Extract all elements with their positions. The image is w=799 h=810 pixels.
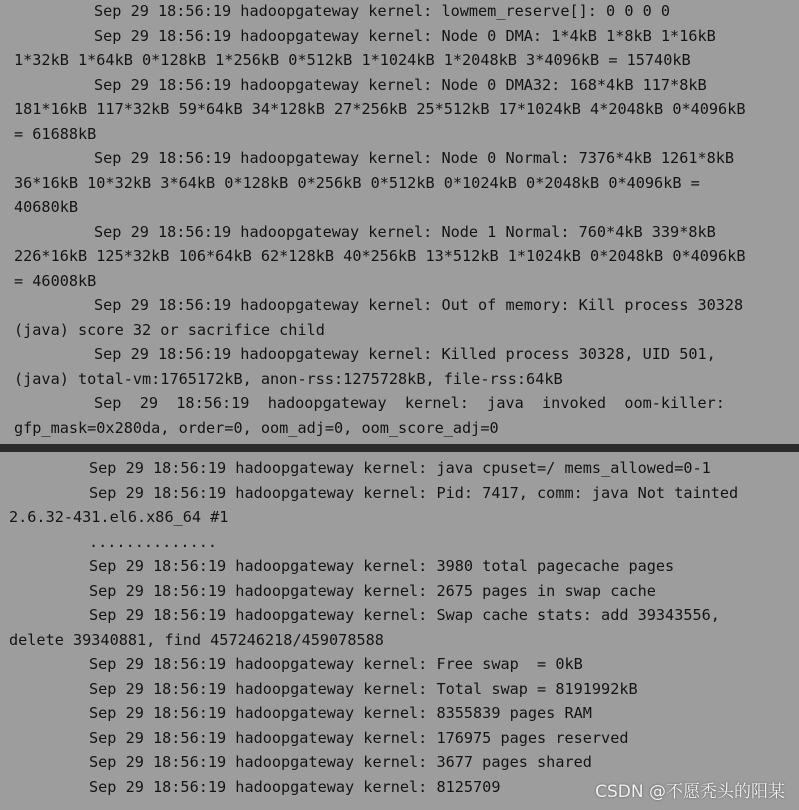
log-line: Sep 29 18:56:19 hadoopgateway kernel: 176975 pages reserved [89,728,629,747]
log-line: 1*32kB 1*64kB 0*128kB 1*256kB 0*512kB 1*1024kB 1*2048kB 3*4096kB = 15740kB [14,51,691,69]
log-line: Sep 29 18:56:19 hadoopgateway kernel: 8355839 pages RAM [89,704,592,722]
log-line: = 46008kB [14,271,97,290]
log-line: = 61688kB [14,124,97,143]
log-line: Sep 29 18:56:19 hadoopgateway kernel: Node 0 Normal: 7376*4kB 1261*8kB [94,149,735,167]
log-line: Sep 29 18:56:19 hadoopgateway kernel: Pid: 7417, comm: java Not tainted [89,483,739,502]
log-line: gfp_mask=0x280da, order=0, oom_adj=0, oom_score_adj=0 [14,418,499,437]
log-line: Sep 29 18:56:19 hadoopgateway kernel: Node 0 DMA32: 168*4kB 117*8kB [94,75,707,94]
log-line: 36*16kB 10*32kB 3*64kB 0*128kB 0*256kB 0*512kB 0*1024kB 0*2048kB 0*4096kB = [14,173,700,192]
csdn-watermark: CSDN @不愿秃头的阳某 [595,782,785,802]
log-line: Sep 29 18:56:19 hadoopgateway kernel: Total swap = 8191992kB [89,679,638,698]
log-line: Sep 29 18:56:19 hadoopgateway kernel: 3980 total pagecache pages [89,557,675,575]
bottom-log-panel [0,452,799,810]
log-line: Sep 29 18:56:19 hadoopgateway kernel: 2675 pages in swap cache [89,581,656,600]
log-line: 2.6.32-431.el6.x86_64 #1 [9,508,229,526]
log-line: Sep 29 18:56:19 hadoopgateway kernel: Node 1 Normal: 760*4kB 339*8kB [94,222,716,241]
log-line: Sep 29 18:56:19 hadoopgateway kernel: Free swap = 0kB [89,655,583,673]
log-line: Sep 29 18:56:19 hadoopgateway kernel: java invoked oom-killer: [94,394,725,412]
log-line: delete 39340881, find 457246218/459078588 [9,630,384,649]
log-line: 40680kB [14,198,79,216]
log-line: Sep 29 18:56:19 hadoopgateway kernel: lowmem_reserve[]: 0 0 0 0 [94,2,671,20]
log-line: 181*16kB 117*32kB 59*64kB 34*128kB 27*256kB 25*512kB 17*1024kB 4*2048kB 0*4096kB [14,100,746,118]
log-line: Sep 29 18:56:19 hadoopgateway kernel: Swap cache stats: add 39343556, [89,606,720,624]
log-line: (java) score 32 or sacrifice child [14,320,325,339]
log-line: Sep 29 18:56:19 hadoopgateway kernel: 3677 pages shared [89,753,592,771]
log-line: 226*16kB 125*32kB 106*64kB 62*128kB 40*256kB 13*512kB 1*1024kB 0*2048kB 0*4096kB [14,247,746,265]
log-line: .............. [89,532,218,551]
log-line: Sep 29 18:56:19 hadoopgateway kernel: 8125709 [89,777,501,796]
log-line: Sep 29 18:56:19 hadoopgateway kernel: Killed process 30328, UID 501, [94,345,716,363]
log-line: (java) total-vm:1765172kB, anon-rss:1275728kB, file-rss:64kB [14,369,563,388]
log-line: Sep 29 18:56:19 hadoopgateway kernel: Node 0 DMA: 1*4kB 1*8kB 1*16kB [94,26,716,45]
log-line: Sep 29 18:56:19 hadoopgateway kernel: Out of memory: Kill process 30328 [94,296,744,314]
log-line: Sep 29 18:56:19 hadoopgateway kernel: java cpuset=/ mems_allowed=0-1 [89,459,711,477]
